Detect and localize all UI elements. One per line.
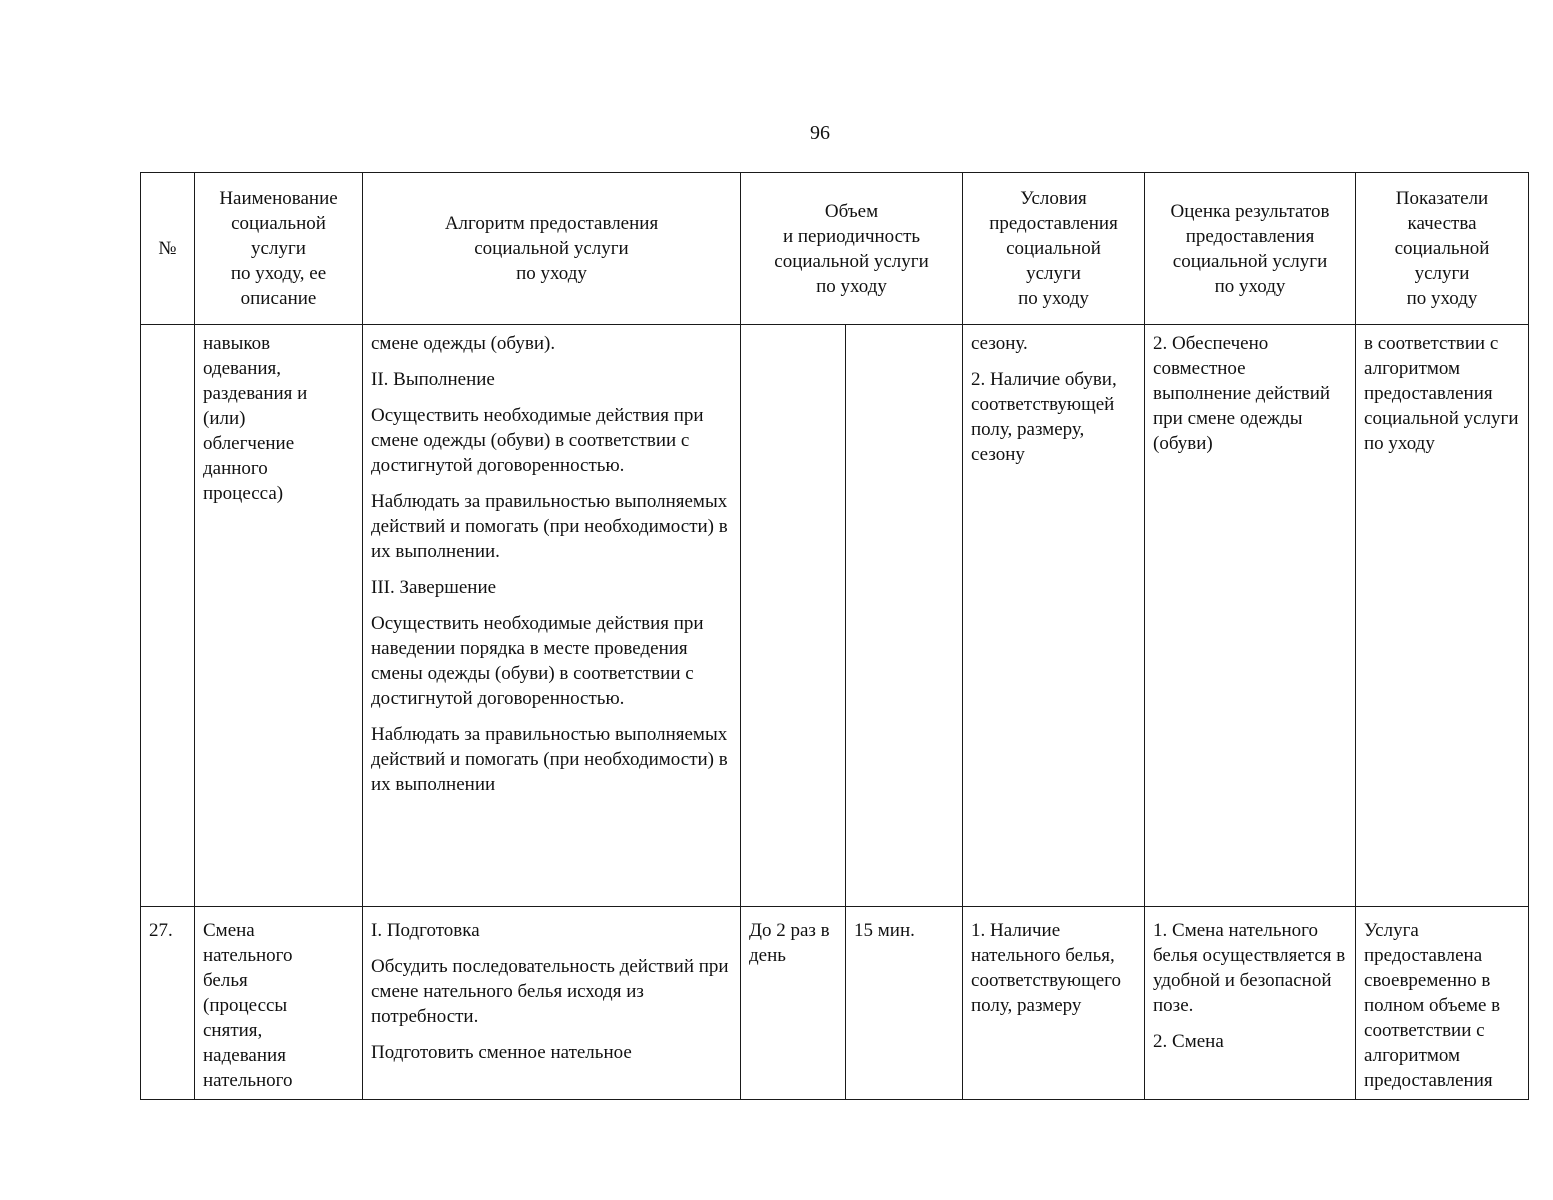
header-name: Наименование социальной услуги по уходу, ее описание: [195, 173, 363, 325]
cell-name: Смена нательного белья (процессы снятия, надевания нательного: [195, 907, 363, 1100]
page-number: 96: [810, 122, 830, 144]
cell-quality: Услуга предоставлена своевременно в полном объеме в соответствии с алгоритмом предоставления: [1356, 907, 1529, 1100]
header-algorithm: Алгоритм предоставления социальной услуги по уходу: [363, 173, 741, 325]
cell-frequency: [846, 325, 963, 907]
cell-volume: До 2 раз в день: [741, 907, 846, 1100]
cell-algorithm: смене одежды (обуви). II. Выполнение Осуществить необходимые действия при смене одежды (обуви) в соответствии с достигнутой договоренностью. Наблюдать за правильностью выполняемых действий и помогать (при необходимости) в их выполнении. III. Завершение Осуществить необходимые действия при наведении порядка в месте проведения смены одежды (обуви) в соответствии с достигнутой договоренностью. Наблюдать за правильностью выполняемых действий и помогать (при необходимости) в их выполнении: [363, 325, 741, 907]
header-conditions: Условия предоставления социальной услуги по уходу: [963, 173, 1145, 325]
header-volume: Объем и периодичность социальной услуги по уходу: [741, 173, 963, 325]
table-row: [141, 325, 1529, 907]
header-quality: Показатели качества социальной услуги по уходу: [1356, 173, 1529, 325]
cell-evaluation: 2. Обеспечено совместное выполнение действий при смене одежды (обуви): [1145, 325, 1356, 907]
cell-num: [141, 325, 195, 907]
cell-num: 27.: [141, 907, 195, 1100]
cell-algorithm: I. Подготовка Обсудить последовательность действий при смене нательного белья исходя из потребности. Подготовить сменное нательное: [363, 907, 741, 1100]
cell-quality: в соответствии с алгоритмом предоставления социальной услуги по уходу: [1356, 325, 1529, 907]
cell-frequency: 15 мин.: [846, 907, 963, 1100]
cell-evaluation: 1. Смена нательного белья осуществляется в удобной и безопасной позе. 2. Смена: [1145, 907, 1356, 1100]
cell-conditions: сезону. 2. Наличие обуви, соответствующей полу, размеру, сезону: [963, 325, 1145, 907]
header-num: №: [141, 173, 195, 325]
cell-name: навыков одевания, раздевания и (или) облегчение данного процесса): [195, 325, 363, 907]
table-row: [141, 907, 1529, 1100]
cell-conditions: 1. Наличие нательного белья, соответствующего полу, размеру: [963, 907, 1145, 1100]
table-header-row: [141, 173, 1529, 325]
services-table: [140, 172, 1529, 1100]
cell-volume: [741, 325, 846, 907]
header-evaluation: Оценка результатов предоставления социальной услуги по уходу: [1145, 173, 1356, 325]
